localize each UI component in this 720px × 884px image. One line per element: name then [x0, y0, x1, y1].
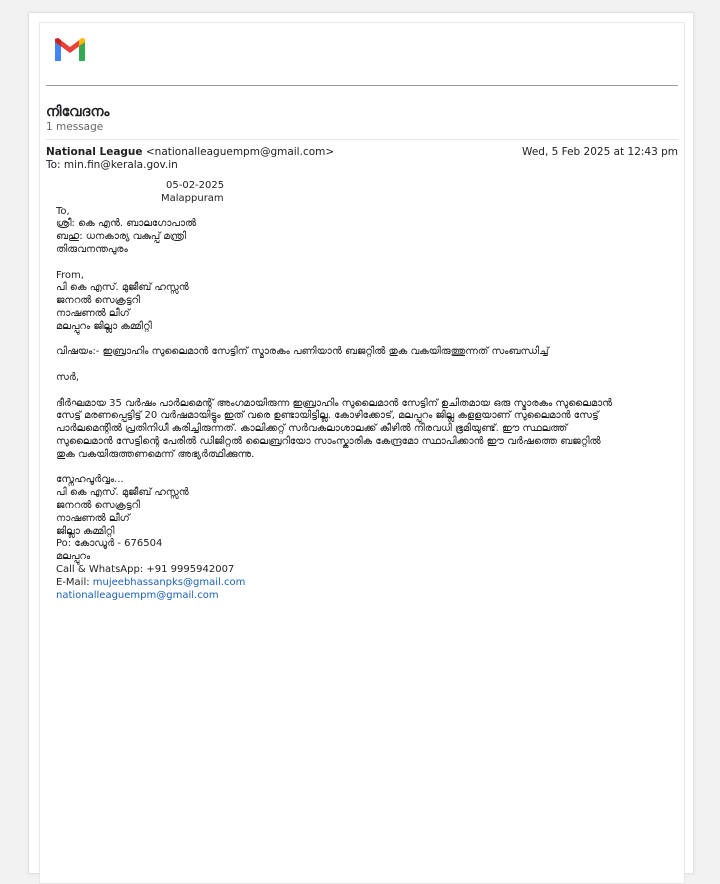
from-label: From,: [56, 269, 84, 281]
email-link-mujeeb[interactable]: mujeebhassanpks@gmail.com: [92, 576, 246, 588]
letter-subject: വിഷയം:- ഇബ്രാഹിം സുലൈമാൻ സേട്ടിന് സ്മാരകം പണിയാൻ ബജറ്റിൽ തുക വകയിരുത്തുന്നത് സംബന്ധിച്ച്: [56, 346, 549, 358]
to-line: തിരുവനന്തപുരം: [56, 243, 128, 255]
header-divider: [46, 85, 678, 86]
signature-line: മലപ്പുറം: [56, 551, 91, 563]
letter-date: 05-02-2025: [166, 180, 225, 191]
paragraph-line: സേട്ട് മരണപ്പെട്ടിട്ട് 20 വർഷമായിട്ടും ഇത് വരെ ഉണ്ടായിട്ടില്ല. കോഴിക്കോട്, മലപ്പുറം ജില്ല കളളയാണ് സുലൈമാൻ സേട്ട്: [56, 410, 599, 422]
sender: [46, 146, 334, 158]
email-body: [56, 180, 676, 602]
message-divider: [46, 139, 678, 140]
email-line: [56, 577, 676, 590]
from-line: നാഷണൽ ലീഗ്: [56, 307, 130, 319]
paragraph-line: സുലൈമാൻ സേട്ടിന്റെ പേരിൽ ഡിജിറ്റൽ ലൈബ്രറിയോ സാംസ്കാരിക കേന്ദ്രമോ സ്ഥാപിക്കാൻ ഈ വർഷത്തെ ബജറ്റിൽ: [56, 435, 601, 447]
email-link-nationalleague[interactable]: nationalleaguempm@gmail.com: [56, 589, 219, 601]
sender-email: <nationalleaguempm@gmail.com>: [145, 146, 335, 158]
closing: സ്നേഹപൂർവ്വം...: [56, 474, 124, 486]
paragraph-line: ദീർഘമായ 35 വർഷം പാർലമെന്റ് അംഗമായിരുന്ന ഇബ്രാഹിം സുലൈമാൻ സേട്ടിന് ഉചിതമായ ഒരു സ്മാരകം സുലൈമാൻ: [56, 397, 613, 409]
paragraph-line: തുക വകയിരുത്തണമെന്ന് അഭ്യർത്ഥിക്കുന്നു.: [56, 448, 255, 460]
message-count: 1 message: [46, 121, 104, 133]
email-line-2: [56, 590, 676, 603]
signature-line: പി കെ എസ്. മുജീബ് ഹസ്സൻ: [56, 487, 189, 499]
sent-date: Wed, 5 Feb 2025 at 12:43 pm: [522, 146, 678, 158]
salutation: സർ,: [56, 371, 79, 383]
to-label: To,: [56, 205, 70, 217]
from-line: മലപ്പുറം ജില്ലാ കമ്മിറ്റി: [56, 320, 152, 332]
email-label: E-Mail:: [56, 576, 93, 588]
email-print-page: [39, 22, 685, 884]
to-line: ബഹു: ധനകാര്യ വകുപ്പ് മന്ത്രി: [56, 231, 187, 243]
from-line: ജനറൽ സെക്രട്ടറി: [56, 295, 140, 307]
signature-line: ജില്ലാ കമ്മിറ്റി: [56, 525, 115, 537]
paragraph-line: പാർലമെന്റിൽ പ്രതിനിധീ കരിച്ചിരുന്നത്. കാലിക്കറ്റ് സർവകലാശാലക്ക് കീഴിൽ നിരവധി ഭൂമിയുണ്ട്. ഈ സ്ഥലത്ത്: [56, 423, 568, 435]
signature-line: ജനറൽ സെക്രട്ടറി: [56, 499, 140, 511]
signature-line: നാഷണൽ ലീഗ്: [56, 512, 130, 524]
signature-line: Po: കോഡൂർ - 676504: [56, 538, 163, 550]
gmail-logo-icon: [53, 37, 87, 63]
letter-place: Malappuram: [161, 192, 224, 204]
email-subject: നിവേദനം: [46, 104, 110, 120]
print-sheet: [28, 12, 694, 874]
recipient: To: min.fin@kerala.gov.in: [46, 159, 178, 171]
sender-name: National League: [46, 146, 143, 158]
phone-line: Call & WhatsApp: +91 9995942007: [56, 563, 235, 575]
from-line: പി കെ എസ്. മുജീബ് ഹസ്സൻ: [56, 282, 189, 294]
to-line: ശ്രീ: കെ എൻ. ബാലഗോപാൽ: [56, 218, 197, 230]
